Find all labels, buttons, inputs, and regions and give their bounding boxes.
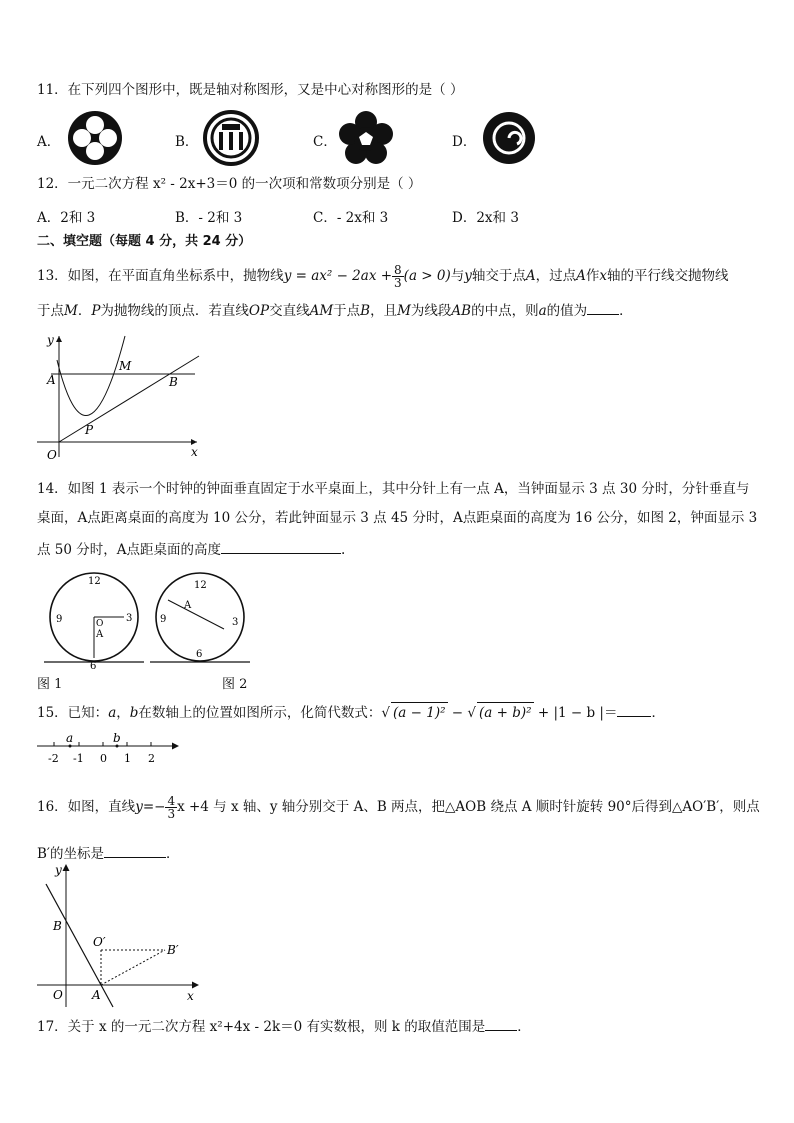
number-line [37, 730, 187, 766]
svg-text:y: y [55, 863, 62, 877]
q12-text: 12．一元二次方程 x² - 2x+3＝0 的一次项和常数项分别是（ ） [37, 176, 422, 192]
q13-fig-x: x [191, 445, 198, 459]
q11-option-d: D． [452, 134, 477, 150]
q16-figure [37, 862, 207, 1012]
svg-text:3: 3 [232, 617, 239, 628]
svg-text:6: 6 [90, 661, 97, 672]
q13-fig-y: y [47, 333, 54, 347]
svg-text:0: 0 [100, 752, 107, 765]
q11-option-c: C． [313, 134, 337, 150]
q13-fig-b: B [169, 375, 178, 389]
fig1-caption: 图 1 [37, 677, 63, 692]
svg-text:B: B [53, 919, 62, 933]
q15-text: 15．已知：a，b在数轴上的位置如图所示，化简代数式：√ (a − 1)² − √ (a + b)² + |1 − b |＝ ． [37, 702, 665, 723]
svg-text:6: 6 [196, 649, 203, 660]
section-heading: 二、填空题（每题 4 分，共 24 分） [37, 234, 252, 249]
q17-answer-blank [485, 1016, 517, 1031]
svg-text:1: 1 [124, 752, 131, 765]
q13-answer-blank [587, 300, 619, 315]
svg-text:9: 9 [160, 614, 167, 625]
clock-figure-1 [44, 570, 144, 670]
q12-option-d: D．2x和 3 [452, 210, 519, 226]
q11-text: 11．在下列四个图形中，既是轴对称图形，又是中心对称图形的是（ ） [37, 82, 464, 98]
svg-text:12: 12 [194, 580, 207, 591]
q14-answer-blank [221, 539, 341, 554]
q14-line3: 点 50 分时，A点距桌面的高度 . [37, 539, 345, 560]
q13-fig-o: O [47, 448, 57, 462]
svg-text:A: A [92, 988, 101, 1002]
q12-option-b: B．- 2和 3 [175, 210, 243, 226]
svg-text:O′: O′ [93, 935, 106, 949]
plum-blossom-icon [336, 110, 396, 166]
q17-text: 17．关于 x 的一元二次方程 x²+4x - 2k＝0 有实数根，则 k 的取值范围是 ． [37, 1016, 531, 1037]
q12-option-a: A．2和 3 [37, 210, 96, 226]
svg-text:B′: B′ [167, 943, 179, 957]
q14-line2: 桌面，A点距离桌面的高度为 10 公分，若此钟面显示 3 点 45 分时，A点距桌面的高度为 16 公分，如图 2，钟面显示 3 [37, 510, 758, 526]
q16-line2: B′的坐标是 ． [37, 843, 180, 864]
swirl-circle-icon [478, 110, 540, 166]
q13-fig-a: A [47, 373, 56, 387]
q11-option-b: B． [175, 134, 199, 150]
q16-answer-blank [104, 843, 166, 858]
q13-line2: 于点M．P为抛物线的顶点．若直线OP交直线AM于点B，且M为线段AB的中点，则a的值为 ． [37, 300, 633, 321]
q15-answer-blank [617, 702, 651, 717]
q14-line1: 14．如图 1 表示一个时钟的钟面垂直固定于水平桌面上，其中分针上有一点 A，当钟面显示 3 点 30 分时，分针垂直与 [37, 481, 750, 497]
svg-text:-2: -2 [48, 752, 59, 765]
q11-option-a: A． [37, 134, 61, 150]
svg-text:x: x [187, 989, 194, 1003]
svg-text:3: 3 [126, 613, 133, 624]
svg-text:A: A [184, 600, 192, 611]
svg-text:b: b [113, 731, 121, 745]
svg-text:12: 12 [88, 576, 101, 587]
svg-text:2: 2 [148, 752, 155, 765]
clock-figure-2 [150, 570, 250, 670]
q16-line1: 16．如图，直线y=− $\frac{4}{3}$ x +4 与 x 轴、y 轴分别交于 A、B 两点，把△AOB 绕点 A 顺时针旋转 90°后得到△AO′B′，则点 [37, 794, 760, 821]
q13-line1: 13．如图，在平面直角坐标系中，抛物线y = ax² − 2ax + $\frac{8}{3}$ (a > 0)与y轴交于点A，过点A作x轴的平行线交抛物线 [37, 263, 729, 290]
four-petal-knot-icon [64, 110, 126, 166]
fig2-caption: 图 2 [222, 677, 248, 692]
svg-text:O: O [53, 988, 63, 1002]
svg-text:A: A [96, 629, 104, 640]
emblem-icon [200, 110, 262, 166]
svg-text:O: O [96, 619, 104, 629]
svg-text:a: a [66, 731, 74, 745]
q13-fig-p: P [85, 423, 94, 437]
q13-fig-m: M [119, 359, 132, 373]
q12-option-c: C．- 2x和 3 [313, 210, 389, 226]
svg-text:-1: -1 [73, 752, 84, 765]
q13-figure [37, 332, 207, 462]
svg-text:9: 9 [56, 614, 63, 625]
